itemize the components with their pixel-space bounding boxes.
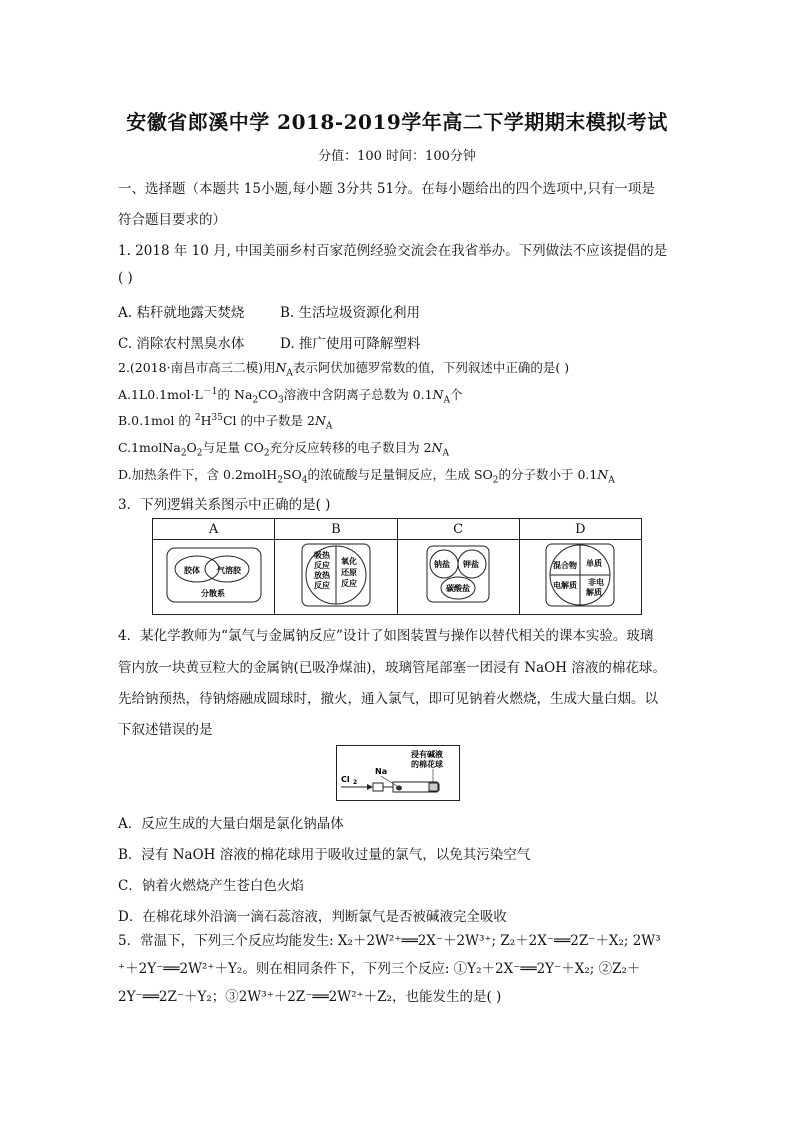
q4-option-a: A．反应生成的大量白烟是氯化钠晶体 [118, 816, 344, 832]
q4-stem-line4: 下叙述错误的是 [118, 722, 213, 738]
q3-a-label-dispersion: 分散系 [200, 589, 225, 598]
q3-d-label-non-2: 解质 [586, 588, 603, 597]
q3-b-label-5: 氧化 [340, 557, 357, 566]
q4-stem-line3: 先给钠预热，待钠熔融成圆球时，撤火，通入氯气，即可见钠着火燃烧，生成大量白烟。以 [118, 691, 658, 707]
q3-b-label-6: 还原 [340, 568, 357, 577]
q3-figure-a-cell [153, 540, 275, 615]
q4-stem-line1: 4．某化学教师为“氯气与金属钠反应”设计了如图装置与操作以替代相关的课本实验。玻璃 [118, 628, 654, 644]
q3-a-label-colloid: 胶体 [183, 566, 200, 575]
q3-d-label-non-1: 非电 [588, 578, 605, 587]
section-heading-line2: 符合题目要求的） [118, 212, 226, 228]
q3-c-label-carbonate: 碳酸盐 [446, 584, 471, 593]
q3-c-label-sodium: 钠盐 [434, 560, 451, 569]
q3-figure-c-cell [397, 540, 519, 615]
q1-stem-line2: ( ) [118, 270, 133, 286]
q4-na-label: Na [375, 767, 388, 776]
q3-venn-d [525, 542, 635, 608]
q3-a-label-aerosol: 气溶胶 [216, 566, 241, 575]
q1-option-c: C. 消除农村黑臭水体 [118, 336, 245, 352]
q2-option-a: $A.1L0.1mol\cdot L^{-1}$的 $Na_2CO_3$溶液中含阴离子总数为 $0.1N_A$个 [118, 387, 463, 406]
q4-option-b: B．浸有 NaOH 溶液的棉花球用于吸收过量的氯气，以免其污染空气 [118, 847, 531, 863]
q3-c-label-potassium: 钾盐 [463, 560, 480, 569]
q4-cotton-label-2: 的棉花球 [411, 760, 443, 769]
q4-cl2-label: Cl [341, 775, 350, 784]
q3-header-b: B [275, 519, 397, 540]
q3-header-a: A [153, 519, 275, 540]
q3-figure-table [152, 518, 642, 615]
q2-option-b: B.0.1mol 的 $^2H^{35}Cl$ 的中子数是 $2N_A$ [118, 412, 333, 432]
page-title: 安徽省郎溪中学 2018-2019学年高二下学期期末模拟考试 [126, 110, 668, 134]
q5-stem-line1: 5．常温下，下列三个反应均能发生: X₂＋2W²⁺══2X⁻＋2W³⁺; Z₂＋2X⁻══2Z⁻＋X₂; 2W³ [118, 933, 661, 949]
q2-option-c: $C.1molNa_2O_2$与足量 $CO_2$充分反应转移的电子数目为 $2N_A$ [118, 440, 449, 459]
q5-stem-line3: 2Y⁻══2Z⁻＋Y₂；③2W³⁺＋2Z⁻══2W²⁺＋Z₂，也能发生的是( ) [118, 989, 502, 1005]
q3-header-d: D [519, 519, 641, 540]
q3-b-label-7: 反应 [340, 579, 357, 588]
q3-d-label-element: 单质 [586, 559, 603, 568]
q3-d-label-mixture: 混合物 [553, 561, 578, 570]
q1-option-d: D. 推广使用可降解塑料 [280, 336, 421, 352]
section-heading-line1: 一、选择题（本题共 15小题,每小题 3分共 51分。在每小题给出的四个选项中,只有一项是 [118, 181, 655, 197]
q3-stem: 3．下列逻辑关系图示中正确的是( ) [118, 497, 331, 513]
q2-stem: 2.(2018·南昌市高三二模)用$N_A$表示阿伏加德罗常数的值，下列叙述中正确的是( ) [118, 360, 570, 379]
exam-meta: 分值：100 时间：100分钟 [318, 149, 476, 164]
q4-stem-line2: 管内放一块黄豆粒大的金属钠(已吸净煤油)，玻璃管尾部塞一团浸有 NaOH 溶液的棉花球。 [118, 660, 666, 676]
q3-b-label-1: 吸热 [313, 551, 330, 560]
q3-b-label-2: 反应 [313, 561, 330, 570]
q3-figure-d-cell [519, 540, 641, 615]
q4-apparatus-drawing [337, 746, 459, 800]
q4-apparatus-figure [336, 745, 460, 801]
q3-venn-c [403, 544, 513, 606]
q3-d-label-electrolyte: 电解质 [553, 581, 578, 590]
q3-figure-b-cell [275, 540, 397, 615]
q4-cotton-label-1: 浸有碱液 [411, 750, 443, 759]
q1-option-a: A. 秸秆就地露天焚烧 [118, 305, 245, 321]
q3-b-label-3: 放热 [313, 571, 330, 580]
q3-header-c: C [397, 519, 519, 540]
q2-option-d: D.加热条件下，含 $0.2molH_2SO_4$的浓硫酸与足量铜反应，生成 $SO_2$的分子数小于 $0.1N_A$ [118, 467, 615, 486]
q1-stem-line1: 1. 2018 年 10 月, 中国美丽乡村百家范例经验交流会在我省举办。下列做法不应该提倡的是 [118, 243, 668, 259]
q3-venn-a [159, 544, 269, 606]
q4-cl2-subscript: 2 [353, 779, 358, 786]
q3-venn-b [281, 542, 391, 608]
q5-stem-line2: ⁺＋2Y⁻══2W²⁺＋Y₂。则在相同条件下，下列三个反应: ①Y₂＋2X⁻══2Y⁻＋X₂; ②Z₂＋ [118, 961, 641, 977]
q4-option-d: D．在棉花球外沿滴一滴石蕊溶液，判断氯气是否被碱液完全吸收 [118, 909, 507, 925]
q1-option-b: B. 生活垃圾资源化利用 [280, 305, 421, 321]
q3-b-label-4: 反应 [313, 581, 330, 590]
q4-option-c: C．钠着火燃烧产生苍白色火焰 [118, 878, 304, 894]
